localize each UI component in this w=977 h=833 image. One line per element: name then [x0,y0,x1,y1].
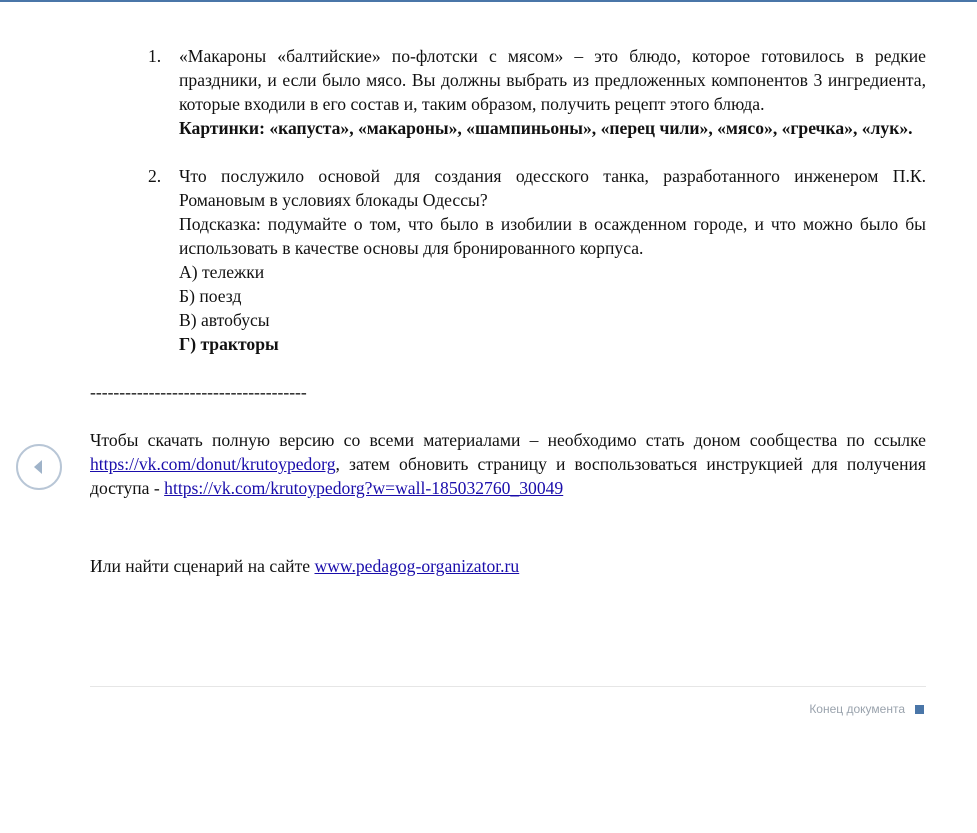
document-page [90,44,926,578]
top-accent-bar [0,0,977,2]
option-c: В) автобусы [179,310,270,330]
item-text: «Макароны «балтийские» по-флотски с мясом» – это блюдо, которое готовилось в редкие праздники, и если было мясо. Вы должны выбрать из предложенных компонентов 3 ингредиента, которые входили в его состав и, таким образом, получить рецепт этого блюда. [179,46,926,114]
item-pictures: Картинки: «капуста», «макароны», «шампиньоны», «перец чили», «мясо», «гречка», «лук». [179,118,913,138]
item-question: Что послужило основой для создания одесского танка, разработанного инженером П.К. Романовым в условиях блокады Одессы? [179,166,926,210]
item-number: 1. [148,46,162,66]
question-list [90,44,926,356]
item-number: 2. [148,166,162,186]
item-hint: Подсказка: подумайте о том, что было в изобилии в осажденном городе, и что можно было бы использовать в качестве основы для бронированного корпуса. [179,214,926,258]
end-label: Конец документа [809,702,905,716]
option-a: А) тележки [179,262,265,282]
separator-line: ------------------------------------- [90,382,307,402]
end-square-icon [915,705,924,714]
end-of-document [809,702,924,716]
download-text-before: Чтобы скачать полную версию со всеми материалами – необходимо стать доном сообщества по ссылке [90,430,926,450]
divider [90,686,926,687]
wall-post-link[interactable]: https://vk.com/krutoypedorg?w=wall-185032760_30049 [164,478,564,498]
donut-link[interactable]: https://vk.com/donut/krutoypedorg [90,454,336,474]
option-d: Г) тракторы [179,334,279,354]
site-paragraph [90,554,926,578]
download-text-middle: , затем обновить страницу и воспользоваться инструкцией для получения доступа - [90,454,926,498]
site-text: Или найти сценарий на сайте [90,556,315,576]
site-link[interactable]: www.pedagog-organizator.ru [314,556,520,576]
list-item [90,44,926,140]
back-button[interactable] [16,444,62,490]
chevron-left-icon [30,458,48,476]
option-b: Б) поезд [179,286,242,306]
list-item [90,164,926,356]
download-paragraph [90,428,926,500]
